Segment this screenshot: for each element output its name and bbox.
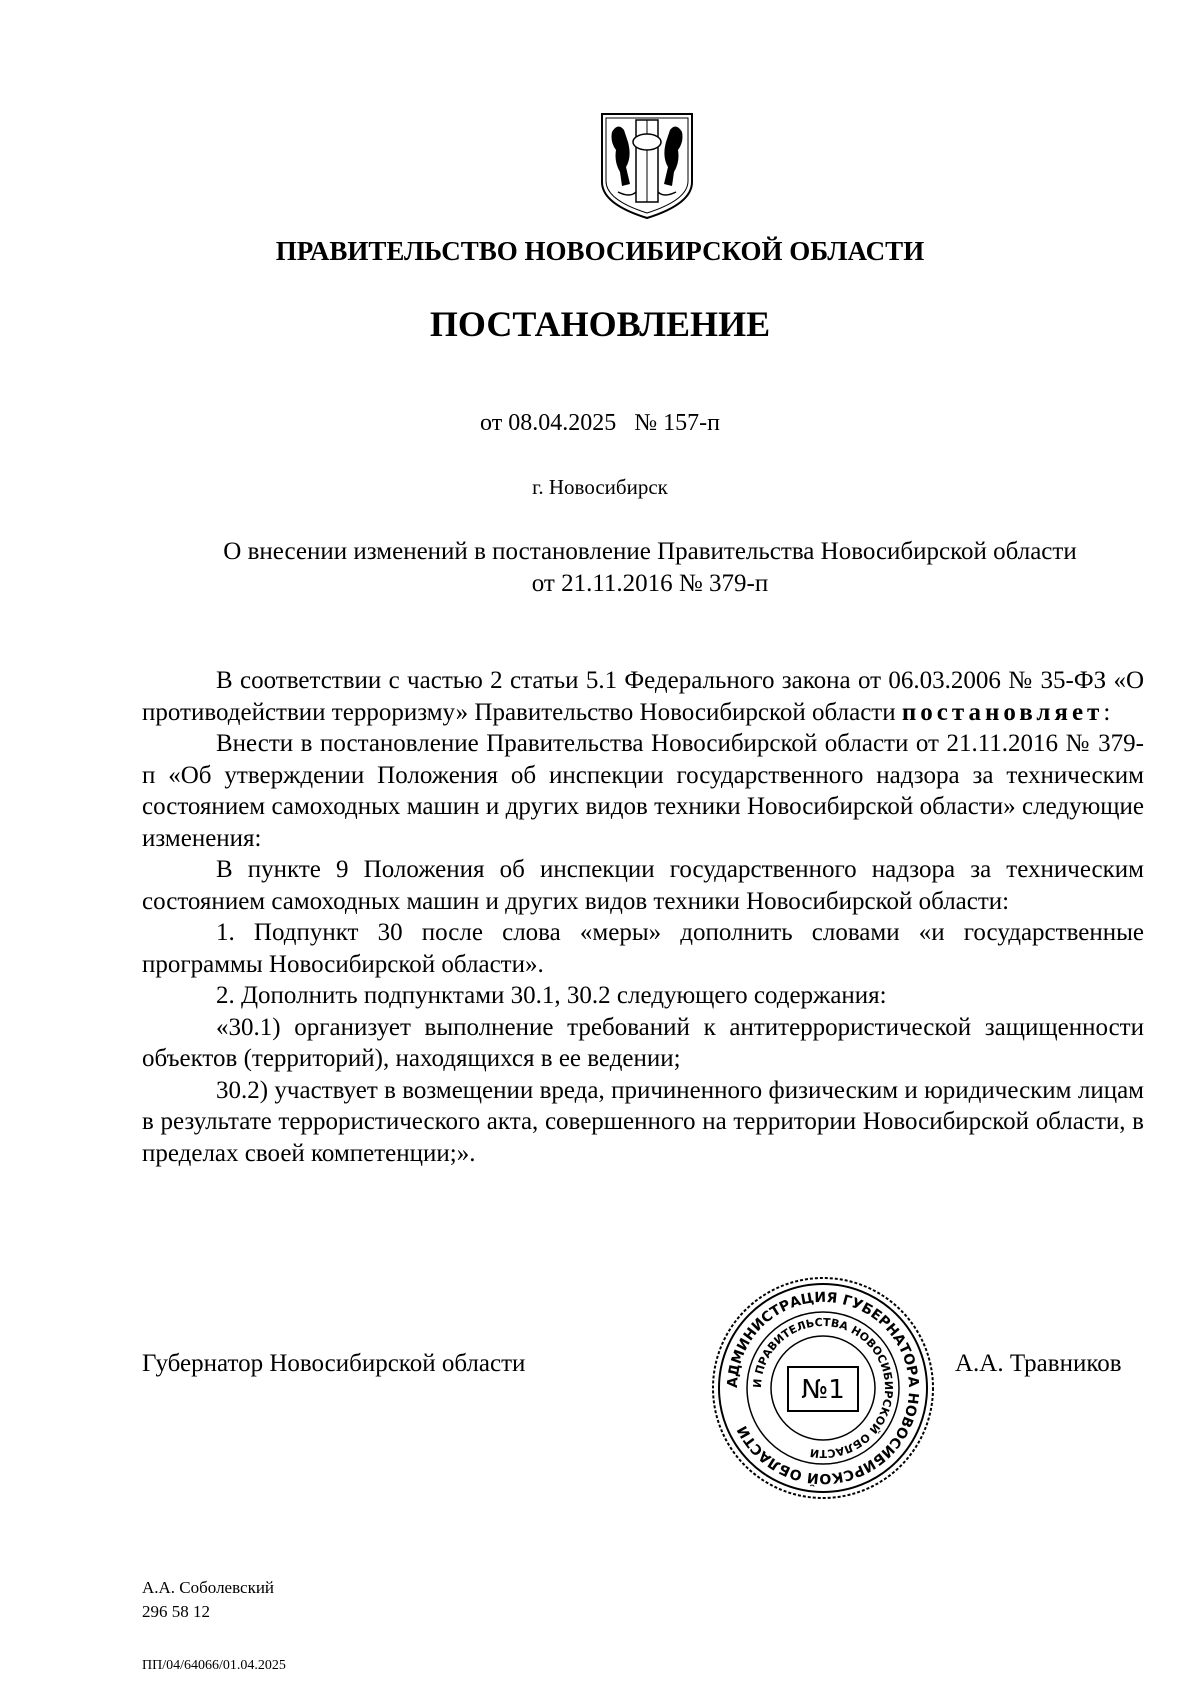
paragraph-30-1: «30.1) организует выполнение требований к антитеррористической защищенности объектов (территорий), находящихся в ее ведении; xyxy=(142,1013,1144,1072)
seal-inner-text: И ПРАВИТЕЛЬСТВА НОВОСИБИРСКОЙ ОБЛАСТИ xyxy=(750,1315,896,1461)
executor-block xyxy=(142,1576,274,1624)
seal-number: №1 xyxy=(801,1375,845,1405)
city: г. Новосибирск xyxy=(532,475,668,499)
paragraph-30-2: 30.2) участвует в возмещении вреда, причиненного физическим и юридическим лицам в результате террористического акта, совершенного на территории Новосибирской области, в пределах своей компетенции;». xyxy=(142,1076,1144,1167)
date-number-line xyxy=(0,410,1200,437)
document-subject xyxy=(140,536,1160,600)
document-body xyxy=(142,665,1144,1169)
organization-title: ПРАВИТЕЛЬСТВО НОВОСИБИРСКОЙ ОБЛАСТИ xyxy=(275,236,925,266)
executor-name: А.А. Соболевский xyxy=(142,1578,275,1597)
document-code: ПП/04/64066/01.04.2025 xyxy=(142,1658,286,1673)
paragraph-preamble xyxy=(142,665,1144,728)
official-seal xyxy=(710,1275,936,1501)
resolves-word: постановляет xyxy=(901,698,1104,726)
document-type: ПОСТАНОВЛЕНИЕ xyxy=(429,304,771,344)
paragraph-item-1: 1. Подпункт 30 после слова «меры» дополнить словами «и государственные программы Новосибирской области». xyxy=(142,919,1144,978)
paragraph-amend: Внести в постановление Правительства Новосибирской области от 21.11.2016 № 379-п «Об утверждении Положения об инспекции государственного надзора за техническим состоянием самоходных машин и других видов техники Новосибирской области» следующие изменения: xyxy=(142,730,1144,852)
executor-phone: 296 58 12 xyxy=(142,1602,210,1621)
paragraph-point-9: В пункте 9 Положения об инспекции государственного надзора за техническим состоянием самоходных машин и других видов техники Новосибирской области: xyxy=(142,856,1144,915)
document-date: от 08.04.2025 xyxy=(480,410,617,436)
paragraph-item-2: 2. Дополнить подпунктами 30.1, 30.2 следующего содержания: xyxy=(216,982,887,1009)
subject-line-1: О внесении изменений в постановление Правительства Новосибирской области xyxy=(223,538,1077,565)
subject-line-2: от 21.11.2016 № 379-п xyxy=(531,570,769,597)
document-number: № 157-п xyxy=(634,410,720,436)
coat-of-arms-icon xyxy=(600,112,694,220)
signatory-title: Губернатор Новосибирской области xyxy=(142,1350,526,1377)
preamble-text: В соответствии с частью 2 статьи 5.1 Федерального закона от 06.03.2006 № 35-ФЗ «О противодействии терроризму» Правительство Новосибирской области xyxy=(142,667,1144,726)
resolves-colon: : xyxy=(1103,698,1111,726)
seal-outer-text: АДМИНИСТРАЦИЯ ГУБЕРНАТОРА НОВОСИБИРСКОЙ ОБЛАСТИ xyxy=(724,1289,922,1487)
signatory-name: А.А. Травников xyxy=(955,1350,1122,1377)
